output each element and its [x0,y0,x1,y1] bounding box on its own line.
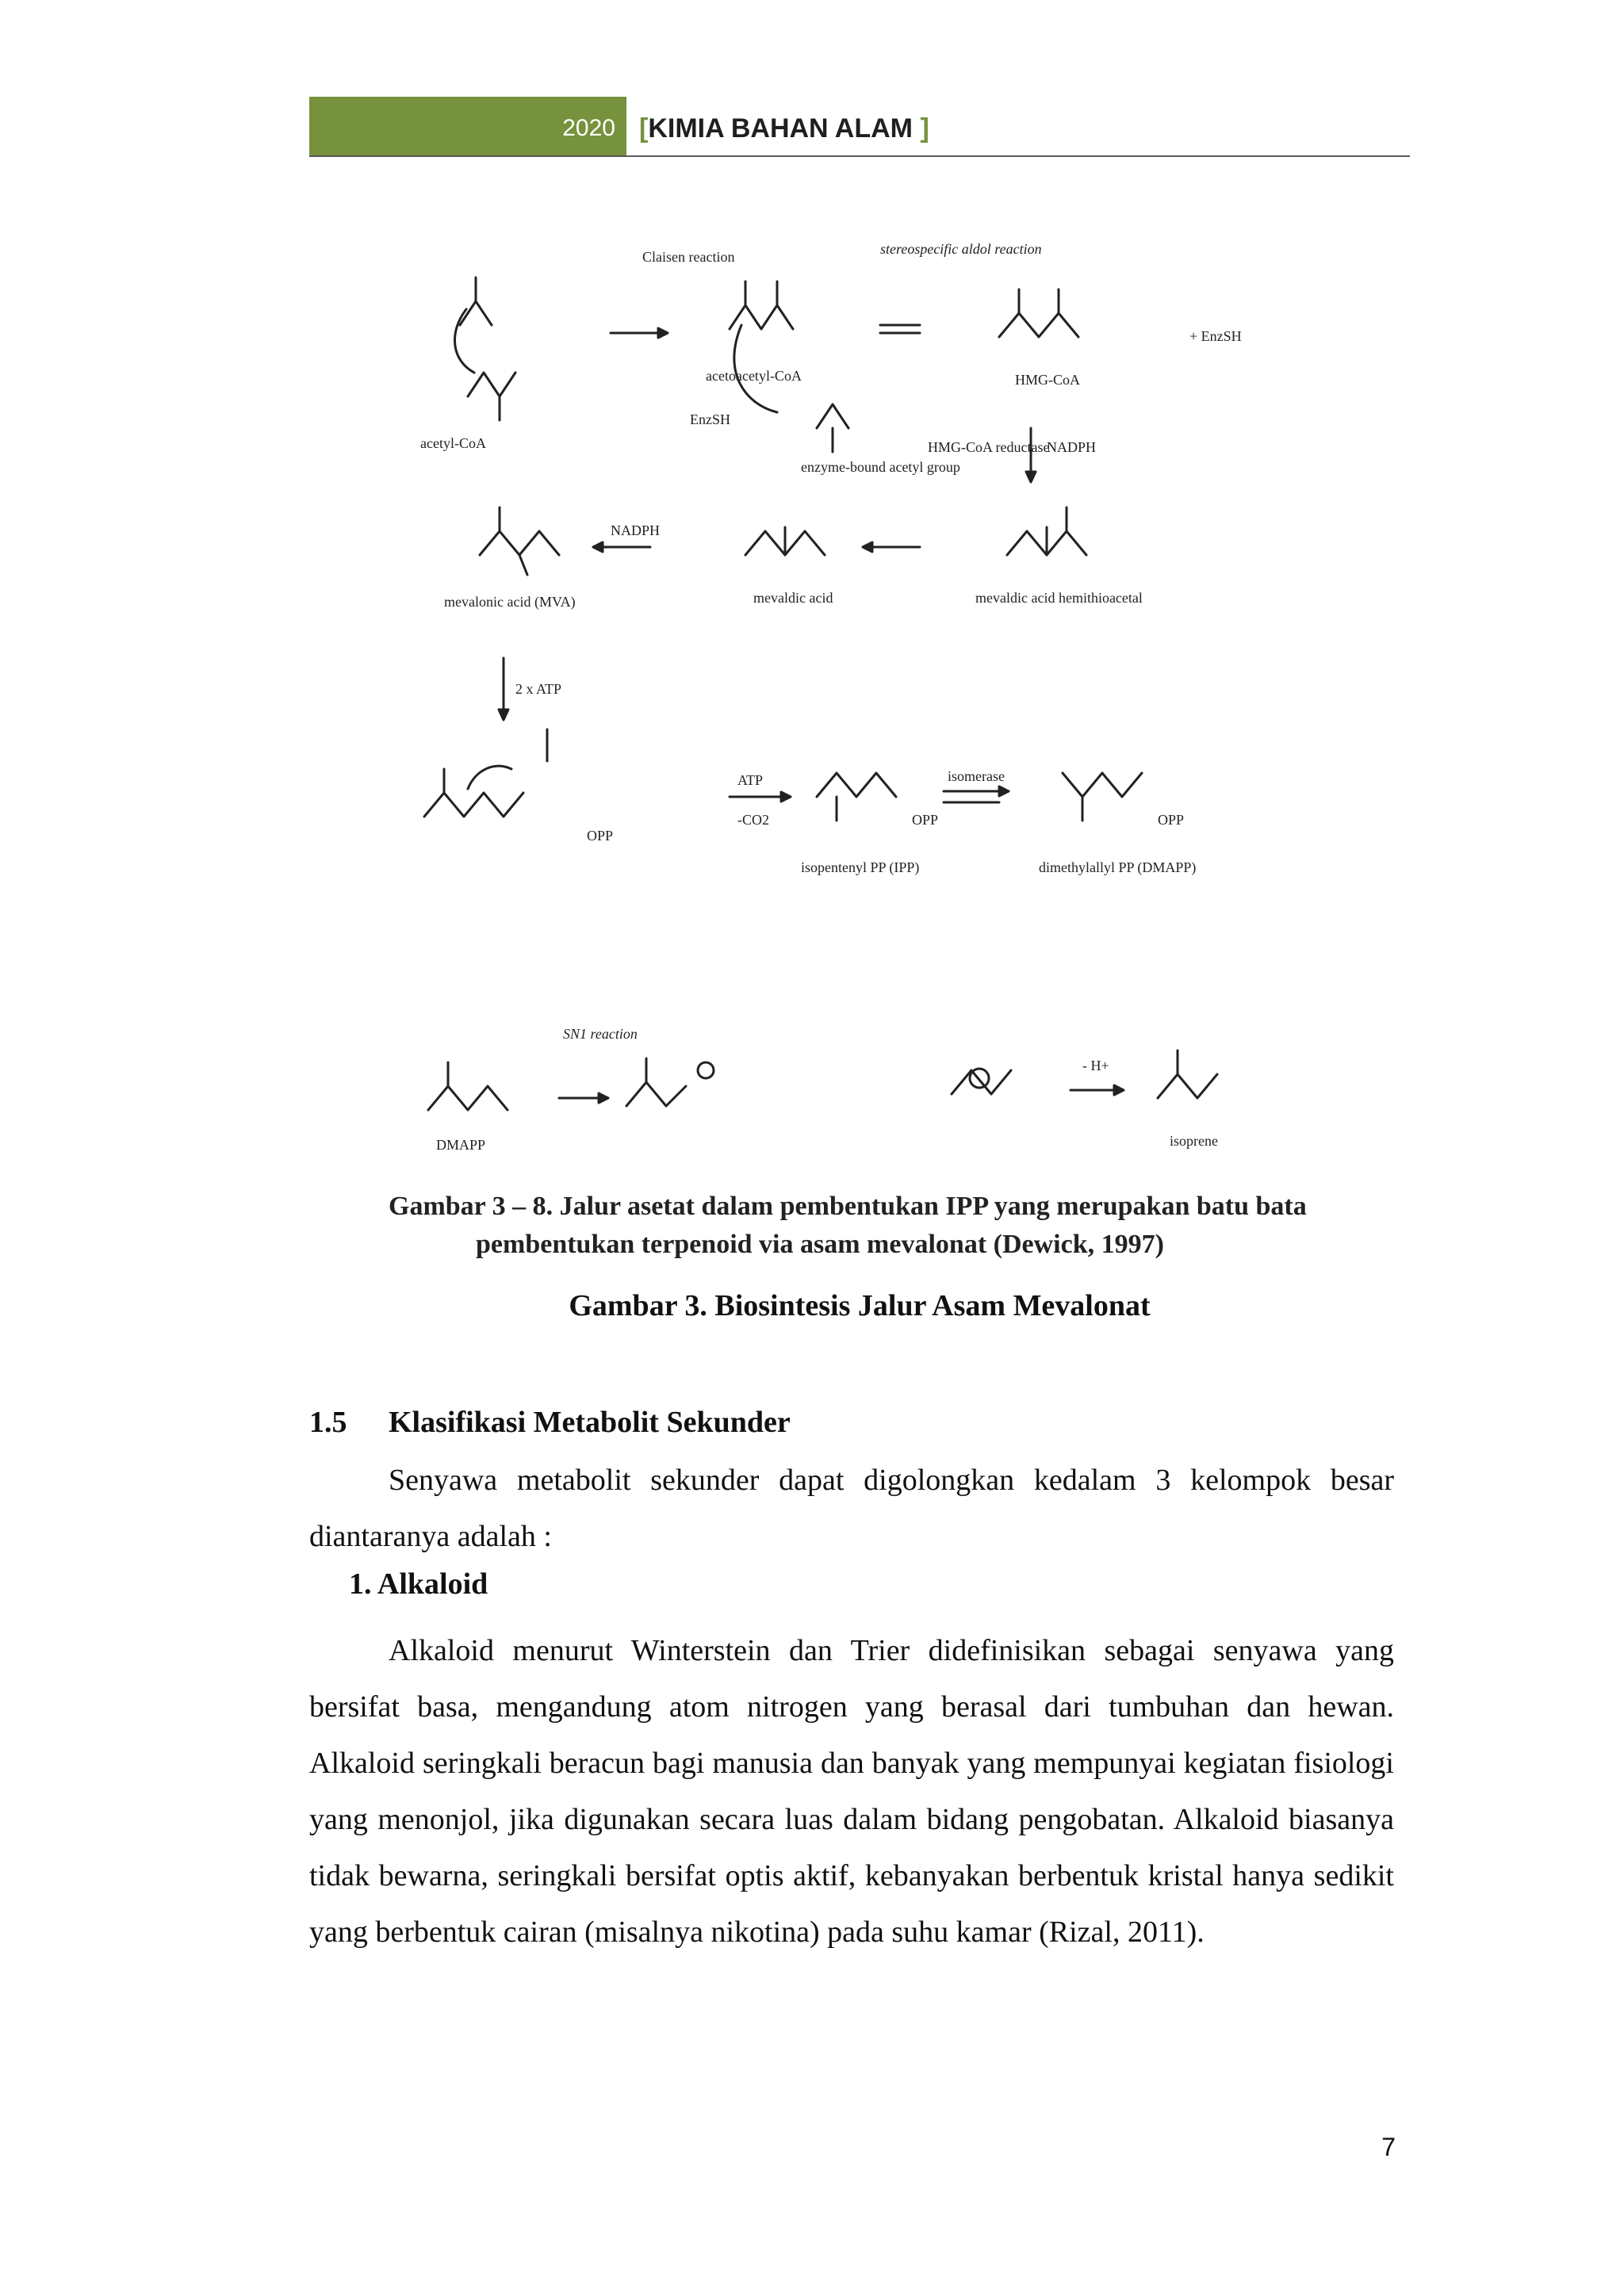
header-year: 2020 [562,115,615,141]
label-nadph-1: NADPH [1047,439,1097,455]
label-opp-3: OPP [1158,812,1185,828]
pathway-figure [373,214,1356,1276]
label-ipp: isopentenyl PP (IPP) [801,859,920,875]
header-bracket-open: [ [639,113,649,144]
label-aldol: stereospecific aldol reaction [880,241,1042,257]
page-number: 7 [1381,2133,1396,2161]
label-opp-1: OPP [587,828,614,844]
paragraph-intro: Senyawa metabolit sekunder dapat digolongkan kedalam 3 kelompok besar diantaranya adalah : [309,1464,1394,1553]
ipp-structure [817,773,896,821]
label-2xatp: 2 x ATP [515,681,562,697]
label-acetyl-coa: acetyl-CoA [420,435,486,451]
label-co2: -CO2 [737,812,769,828]
label-isoprene: isoprene [1170,1133,1218,1149]
label-hmg-coa: HMG-CoA [1015,372,1081,388]
dmapp-small-structure [428,1062,508,1110]
allyl-cation-structure [626,1058,714,1106]
section-heading [309,1405,791,1440]
label-enzsh: EnzSH [690,411,730,427]
figure-title: Gambar 3. Biosintesis Jalur Asam Mevalonat [569,1289,1151,1322]
label-enzyme-bound: enzyme-bound acetyl group [801,459,960,475]
acetoacetyl-coa-structure [730,281,793,412]
pathway-diagram [373,214,1356,1276]
label-enzsh-plus: + EnzSH [1189,328,1242,344]
list-item-number: 1. [349,1567,372,1601]
mva-phosphate-structure [424,729,547,817]
label-minus-h: - H+ [1082,1058,1109,1073]
label-nadph-2: NADPH [611,522,661,538]
label-opp-2: OPP [912,812,939,828]
label-hmg-reductase: HMG-CoA reductase [928,439,1050,455]
cation-intermediate-structure [952,1069,1011,1094]
label-acetoacetyl-coa: acetoacetyl-CoA [706,368,802,384]
isoprene-structure [1158,1050,1217,1098]
label-atp: ATP [737,772,764,788]
list-item-alkaloid [349,1567,488,1601]
label-mevaldic: mevaldic acid [753,590,833,606]
list-item-title: Alkaloid [377,1567,488,1601]
header-bracket-close: ] [920,113,929,144]
mva-structure [480,507,559,575]
figure-caption-line2: pembentukan terpenoid via asam mevalonat (Dewick, 1997) [476,1230,1164,1259]
hmg-coa-structure [999,289,1078,337]
header-title-text: KIMIA BAHAN ALAM [648,113,913,144]
label-dmapp: DMAPP [436,1137,486,1153]
header-rule [309,155,1410,157]
label-isomerase: isomerase [948,768,1005,784]
figure-caption-line1: Gambar 3 – 8. Jalur asetat dalam pembentukan IPP yang merupakan batu bata [389,1192,1307,1221]
section-number: 1.5 [309,1406,347,1439]
header-title [639,97,929,155]
dmapp-structure [1063,773,1142,821]
hemithioacetal-structure [1007,507,1086,555]
label-claisen: Claisen reaction [642,249,735,265]
section-title: Klasifikasi Metabolit Sekunder [389,1406,791,1439]
label-sn1: SN1 reaction [563,1026,638,1042]
paragraph-alkaloid: Alkaloid menurut Winterstein dan Trier didefinisikan sebagai senyawa yang bersifat basa, mengandung atom nitrogen yang berasal dari tumbuhan dan hewan. Alkaloid seringkali beracun bagi manusia dan banyak yang mempunyai kegiatan fisiologi yang menonjol, jika digunakan secara luas dalam bidang pengobatan. Alkaloid biasanya tidak bewarna, seringkali bersifat optis aktif, kebanyakan berbentuk kristal hanya sedikit yang berbentuk cairan (misalnya nikotina) pada suhu kamar (Rizal, 2011). [309,1634,1394,1949]
label-mva: mevalonic acid (MVA) [444,594,576,610]
acetyl-coa-structures [454,277,515,420]
label-hemithioacetal: mevaldic acid hemithioacetal [975,590,1143,606]
mevaldic-acid-structure [745,527,825,555]
label-dmapp-full: dimethylallyl PP (DMAPP) [1039,859,1197,875]
